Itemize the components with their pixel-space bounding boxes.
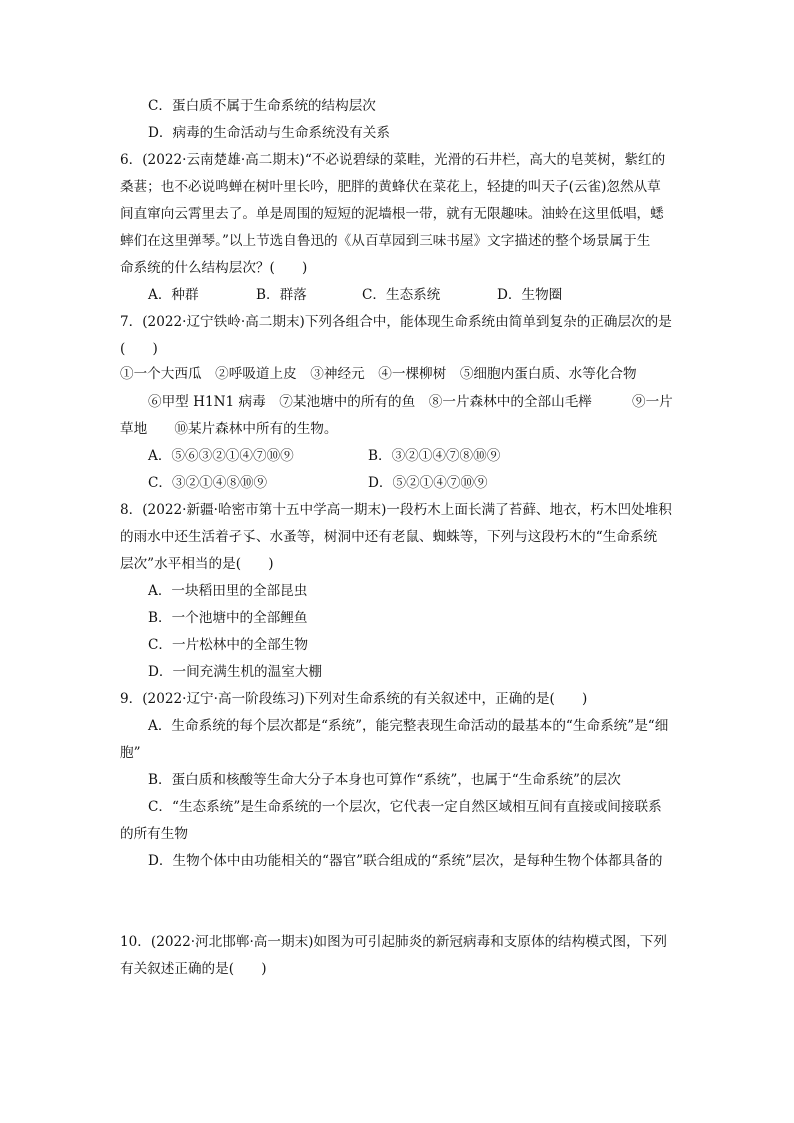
q6-option-a: A．种群 bbox=[148, 287, 199, 303]
q7-items-line3: 草地 ⑩某片森林中所有的生物。 bbox=[120, 421, 338, 437]
q6-stem-line3: 间直窜向云霄里去了。单是周围的短短的泥墙根一带，就有无限趣味。油蛉在这里低唱，蟋 bbox=[120, 206, 664, 222]
q7-stem-line2: ( ) bbox=[120, 341, 158, 357]
q5-option-c: C．蛋白质不属于生命系统的结构层次 bbox=[148, 98, 376, 114]
q8-stem-line2: 的雨水中还生活着孑孓、水蚤等，树洞中还有老鼠、蜘蛛等，下列与这段朽木的“生命系统 bbox=[120, 529, 658, 545]
q6-stem-line2: 桑葚；也不必说鸣蝉在树叶里长吟，肥胖的黄蜂伏在菜花上，轻捷的叫天子(云雀)忽然从草 bbox=[120, 179, 661, 195]
q7-option-c: C．③②①④⑧⑩⑨ bbox=[148, 475, 268, 491]
q9-option-a-line2: 胞” bbox=[120, 745, 141, 761]
q10-stem-line2: 有关叙述正确的是( ) bbox=[120, 961, 267, 977]
q10-stem-line1: 10．(2022·河北邯郸·高一期末)如图为可引起肺炎的新冠病毒和支原体的结构模式图，下列 bbox=[120, 934, 667, 950]
q7-items-line2-end: ⑨一片 bbox=[632, 394, 673, 410]
q9-option-a-line1: A．生命系统的每个层次都是“系统”，能完整表现生命活动的最基本的“生命系统”是“细 bbox=[148, 718, 669, 734]
q5-option-d: D．病毒的生命活动与生命系统没有关系 bbox=[148, 125, 390, 141]
q8-option-c: C．一片松林中的全部生物 bbox=[148, 637, 308, 653]
q8-option-b: B．一个池塘中的全部鲤鱼 bbox=[148, 610, 308, 626]
q7-items-line2: ⑥甲型 H1N1 病毒 ⑦某池塘中的所有的鱼 ⑧一片森林中的全部山毛榉 bbox=[148, 394, 592, 410]
q9-stem: 9．(2022·辽宁·高一阶段练习)下列对生命系统的有关叙述中，正确的是( ) bbox=[120, 691, 588, 707]
q6-option-b: B．群落 bbox=[256, 287, 307, 303]
q7-option-b: B．③②①④⑦⑧⑩⑨ bbox=[368, 448, 501, 464]
q9-option-d: D．生物个体中由功能相关的“器官”联合组成的“系统”层次，是每种生物个体都具备的 bbox=[148, 853, 663, 869]
q6-option-d: D．生物圈 bbox=[497, 287, 563, 303]
q6-option-c: C．生态系统 bbox=[362, 287, 441, 303]
q8-option-a: A．一块稻田里的全部昆虫 bbox=[148, 583, 308, 599]
q7-option-a: A．⑤⑥③②①④⑦⑩⑨ bbox=[148, 448, 294, 464]
q7-items-line1: ①一个大西瓜 ②呼吸道上皮 ③神经元 ④一棵柳树 ⑤细胞内蛋白质、水等化合物 bbox=[120, 366, 637, 382]
q6-stem-line4: 蟀们在这里弹琴。”以上节选自鲁迅的《从百草园到三味书屋》文字描述的整个场景属于生 bbox=[120, 233, 651, 249]
q6-stem-line1: 6．(2022·云南楚雄·高二期末)“不必说碧绿的菜畦，光滑的石井栏，高大的皂荚树，紫红的 bbox=[120, 152, 666, 168]
q9-option-c-line1: C．“生态系统”是生命系统的一个层次，它代表一定自然区域相互间有直接或间接联系 bbox=[148, 799, 662, 815]
q6-stem-line5: 命系统的什么结构层次？( ) bbox=[120, 260, 308, 276]
q7-stem-line1: 7．(2022·辽宁铁岭·高二期末)下列各组合中，能体现生命系统由简单到复杂的正确层次的是 bbox=[120, 314, 672, 330]
q8-stem-line3: 层次”水平相当的是( ) bbox=[120, 556, 274, 572]
q9-option-c-line2: 的所有生物 bbox=[120, 826, 188, 842]
q7-option-d: D．⑤②①④⑦⑩⑨ bbox=[368, 475, 488, 491]
q9-option-b: B．蛋白质和核酸等生命大分子本身也可算作“系统”，也属于“生命系统”的层次 bbox=[148, 772, 621, 788]
q8-option-d: D．一间充满生机的温室大棚 bbox=[148, 664, 323, 680]
q8-stem-line1: 8．(2022·新疆·哈密市第十五中学高一期末)一段朽木上面长满了苔藓、地衣，朽木凹处堆积 bbox=[120, 502, 672, 518]
